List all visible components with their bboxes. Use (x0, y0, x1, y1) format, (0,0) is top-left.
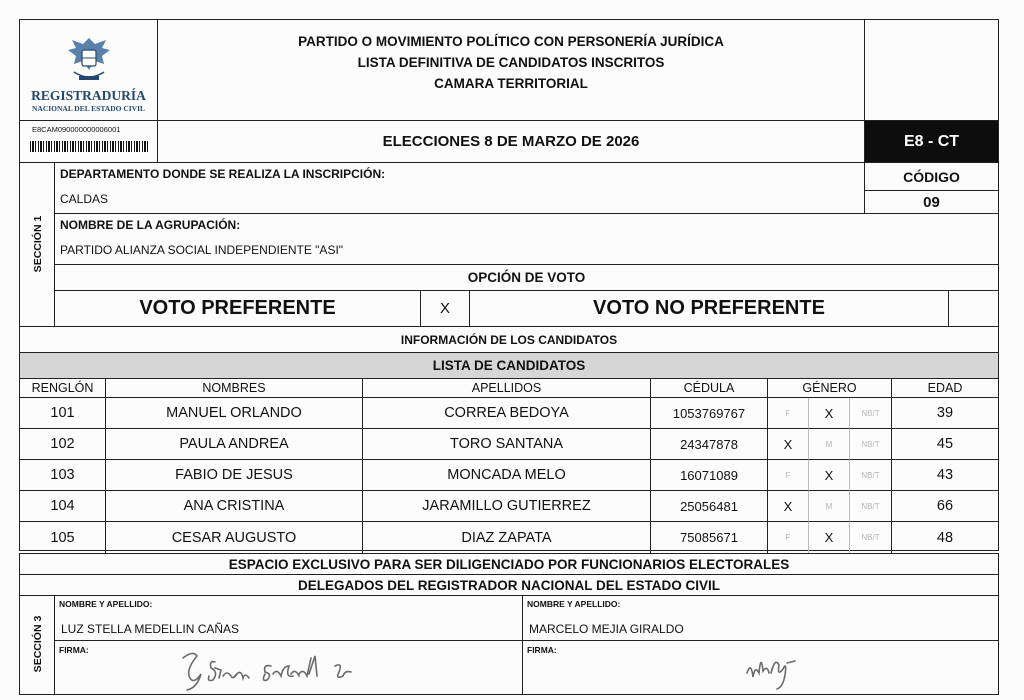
header-line-2: LISTA DEFINITIVA DE CANDIDATOS INSCRITOS (357, 55, 665, 70)
cell-apellidos: CORREA BEDOYA (363, 398, 651, 429)
gender-m-cell: X (809, 522, 850, 553)
gender-nbt-cell: NB/T (850, 398, 892, 429)
delegate1-name-label: NOMBRE Y APELLIDO: (59, 599, 153, 609)
vote-option-header (54, 264, 999, 291)
cell-cedula: 75085671 (651, 522, 768, 553)
candidates-list-header (19, 352, 999, 379)
header-line-3: CAMARA TERRITORIAL (434, 76, 588, 91)
col-genero: GÉNERO (768, 378, 892, 398)
cell-apellidos: DIAZ ZAPATA (363, 522, 651, 553)
gender-nbt-cell: NB/T (850, 522, 892, 553)
cell-cedula: 25056481 (651, 491, 768, 522)
vote-no-preferente-box (469, 290, 949, 327)
form-code: E8 - CT (903, 132, 960, 150)
gender-nbt-cell: NB/T (850, 460, 892, 491)
group-box (54, 213, 999, 265)
department-box (54, 162, 865, 214)
barcode-box (19, 120, 158, 163)
cell-nombres: FABIO DE JESUS (106, 460, 363, 491)
gender-f-cell: F (768, 522, 809, 553)
cell-apellidos: JARAMILLO GUTIERREZ (363, 491, 651, 522)
gender-m-cell: M (809, 491, 850, 522)
vote-preferente-box (54, 290, 421, 327)
gender-f-cell: F (768, 460, 809, 491)
delegate1-signature-label: FIRMA: (59, 645, 89, 655)
cell-nombres: ANA CRISTINA (106, 491, 363, 522)
col-edad: EDAD (892, 378, 998, 398)
cell-edad: 66 (892, 491, 998, 522)
department-value: CALDAS (60, 192, 109, 206)
candidates-list-label: LISTA DE CANDIDATOS (432, 358, 586, 373)
cell-cedula: 1053769767 (651, 398, 768, 429)
group-value: PARTIDO ALIANZA SOCIAL INDEPENDIENTE "ASI" (60, 243, 344, 257)
form-code-box (864, 120, 999, 163)
cell-apellidos: MONCADA MELO (363, 460, 651, 491)
election-title-box (157, 120, 865, 163)
gender-m-cell: M (809, 429, 850, 460)
code-label-box (864, 162, 999, 191)
cell-renglon: 102 (20, 429, 106, 460)
election-title: ELECCIONES 8 DE MARZO DE 2026 (382, 133, 640, 150)
vote-option-label: OPCIÓN DE VOTO (467, 270, 586, 285)
cell-renglon: 104 (20, 491, 106, 522)
delegate1-name-box (54, 595, 523, 641)
gender-nbt-cell: NB/T (850, 491, 892, 522)
delegate1-name: LUZ STELLA MEDELLIN CAÑAS (61, 622, 240, 636)
col-renglon: RENGLÓN (20, 378, 106, 398)
cell-renglon: 103 (20, 460, 106, 491)
cell-cedula: 16071089 (651, 460, 768, 491)
section3-label: SECCIÓN 3 (32, 615, 44, 673)
signature-1-icon (175, 644, 395, 692)
logo-box (19, 19, 158, 121)
cell-nombres: CESAR AUGUSTO (106, 522, 363, 553)
delegate1-signature-box (54, 640, 523, 695)
vote-no-pref-mark-box (948, 290, 999, 327)
gender-m-cell: X (809, 460, 850, 491)
cell-edad: 39 (892, 398, 998, 429)
vote-no-preferente-label: VOTO NO PREFERENTE (593, 297, 825, 319)
delegate2-name-label: NOMBRE Y APELLIDO: (527, 599, 621, 609)
cell-nombres: MANUEL ORLANDO (106, 398, 363, 429)
header-line-1: PARTIDO O MOVIMIENTO POLÍTICO CON PERSONERÍA JURÍDICA (298, 34, 724, 49)
candidates-info-header (19, 326, 999, 353)
group-label: NOMBRE DE LA AGRUPACIÓN: (60, 218, 241, 232)
header-title-box (157, 19, 865, 121)
cell-apellidos: TORO SANTANA (363, 429, 651, 460)
section1-label: SECCIÓN 1 (32, 215, 44, 273)
table-row (20, 398, 998, 429)
col-cedula: CÉDULA (651, 378, 768, 398)
delegate2-name-box (522, 595, 999, 641)
vote-mark-box (420, 290, 470, 327)
gender-f-cell: X (768, 491, 809, 522)
section3-label-box (19, 595, 55, 695)
barcode-text: E8CAM090000000006001 (32, 125, 121, 134)
cell-nombres: PAULA ANDREA (106, 429, 363, 460)
col-apellidos: APELLIDOS (363, 378, 651, 398)
header-right-box (864, 19, 999, 121)
exclusive-space-header (19, 553, 999, 575)
code-value-box (864, 190, 999, 214)
department-label: DEPARTAMENTO DONDE SE REALIZA LA INSCRIPCIÓN: (60, 167, 386, 181)
candidates-table (19, 378, 999, 551)
delegates-label: DELEGADOS DEL REGISTRADOR NACIONAL DEL ESTADO CIVIL (297, 577, 721, 593)
cell-renglon: 101 (20, 398, 106, 429)
cell-renglon: 105 (20, 522, 106, 553)
coat-of-arms-icon (64, 34, 114, 86)
table-row (20, 429, 998, 460)
cell-edad: 48 (936, 529, 954, 546)
section1-label-box (19, 162, 55, 327)
gender-f-cell: F (768, 398, 809, 429)
code-label: CÓDIGO (903, 168, 960, 185)
vote-preferente-label: VOTO PREFERENTE (139, 297, 336, 319)
col-nombres: NOMBRES (106, 378, 363, 398)
code-value: 09 (923, 193, 940, 211)
vote-mark: X (439, 300, 450, 317)
cell-edad: 45 (892, 429, 998, 460)
candidates-info-label: INFORMACIÓN DE LOS CANDIDATOS (400, 332, 618, 347)
cell-edad: 43 (892, 460, 998, 491)
delegate2-signature-label: FIRMA: (527, 645, 557, 655)
delegate2-name: MARCELO MEJIA GIRALDO (529, 622, 684, 636)
gender-nbt-cell: NB/T (850, 429, 892, 460)
org-name: REGISTRADURÍA (31, 88, 146, 103)
gender-m-cell: X (809, 398, 850, 429)
barcode-icon (30, 141, 150, 152)
gender-f-cell: X (768, 429, 809, 460)
signature-2-icon (741, 643, 801, 693)
org-subtitle: NACIONAL DEL ESTADO CIVIL (31, 104, 145, 113)
table-row (20, 491, 998, 522)
delegate2-signature-box (522, 640, 999, 695)
exclusive-space-label: ESPACIO EXCLUSIVO PARA SER DILIGENCIADO POR FUNCIONARIOS ELECTORALES (228, 556, 790, 572)
table-row (20, 460, 998, 491)
delegates-header (19, 574, 999, 596)
table-row (20, 522, 998, 553)
cell-cedula: 24347878 (651, 429, 768, 460)
